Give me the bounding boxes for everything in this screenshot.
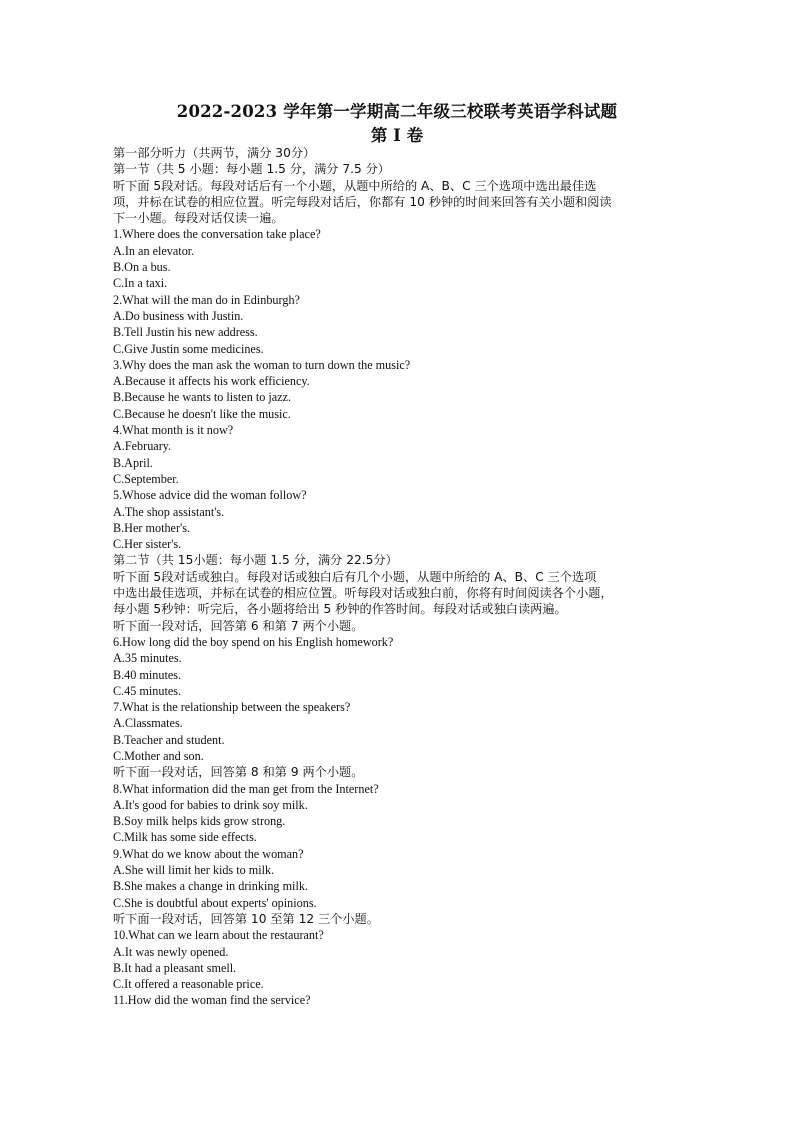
instruction-line: 下一小题。每段对话仅读一遍。 xyxy=(113,211,284,226)
question-line: A.She will limit her kids to milk. xyxy=(113,863,275,878)
question-line: B.Soy milk helps kids grow strong. xyxy=(113,814,286,829)
question-line: 3.Why does the man ask the woman to turn down the music? xyxy=(113,357,411,372)
question-line: C.45 minutes. xyxy=(113,683,182,698)
question-line: C.Give Justin some medicines. xyxy=(113,341,264,356)
question-line: C.It offered a reasonable price. xyxy=(113,977,264,992)
question-line: 7.What is the relationship between the speakers? xyxy=(113,700,351,715)
question-line: B.Tell Justin his new address. xyxy=(113,325,258,340)
question-line: A.35 minutes. xyxy=(113,651,182,666)
question-line: 5.Whose advice did the woman follow? xyxy=(113,488,307,503)
exam-title: 2022-2023 学年第一学期高二年级三校联考英语学科试题 xyxy=(176,102,618,121)
instruction-line: 听下面一段对话，回答第 6 和第 7 两个小题。 xyxy=(113,618,364,633)
question-line: A.It was newly opened. xyxy=(113,944,229,959)
question-line: C.Milk has some side effects. xyxy=(113,830,257,845)
question-line: A.February. xyxy=(113,439,172,454)
instruction-line: 听下面一段对话，回答第 8 和第 9 两个小题。 xyxy=(113,765,364,780)
question-line: B.40 minutes. xyxy=(113,667,182,682)
instruction-line: 每小题 5秒钟：听完后，各小题将给出 5 秒钟的作答时间。每段对话或独白读两遍。 xyxy=(113,602,567,617)
exam-subtitle: 第 I 卷 xyxy=(370,126,424,145)
question-line: 10.What can we learn about the restaurant? xyxy=(113,928,324,943)
question-line: A.The shop assistant's. xyxy=(113,504,225,519)
instruction-line: 第二节（共 15小题：每小题 1.5 分，满分 22.5分） xyxy=(113,553,398,568)
question-line: A.Do business with Justin. xyxy=(113,308,244,323)
instruction-line: 第一部分听力（共两节，满分 30分） xyxy=(113,146,316,160)
instruction-line: 项，并标在试卷的相应位置。听完每段对话后，你都有 10 秒钟的时间来回答有关小题和阅读 xyxy=(113,194,612,209)
instruction-line: 听下面 5段对话。每段对话后有一个小题，从题中所给的 A、B、C 三个选项中选出最佳选 xyxy=(113,178,597,193)
question-line: C.September. xyxy=(113,471,179,486)
question-line: A.It's good for babies to drink soy milk. xyxy=(113,797,308,812)
question-line: 9.What do we know about the woman? xyxy=(113,846,304,861)
instruction-line: 中选出最佳选项，并标在试卷的相应位置。听每段对话或独白前，你将有时间阅读各个小题， xyxy=(113,586,613,601)
question-line: B.She makes a change in drinking milk. xyxy=(113,879,308,894)
question-line: A.Because it affects his work efficiency. xyxy=(113,374,310,389)
question-line: C.Because he doesn't like the music. xyxy=(113,406,291,421)
question-line: 8.What information did the man get from the Internet? xyxy=(113,781,379,796)
question-line: B.On a bus. xyxy=(113,260,171,275)
question-line: 4.What month is it now? xyxy=(113,423,234,438)
question-line: B.Teacher and student. xyxy=(113,732,225,747)
exam-content xyxy=(113,145,688,1009)
question-line: B.Her mother's. xyxy=(113,520,190,535)
question-line: C.In a taxi. xyxy=(113,276,168,291)
question-line: 11.How did the woman find the service? xyxy=(113,993,311,1008)
question-line: C.Mother and son. xyxy=(113,748,204,763)
question-line: 6.How long did the boy spend on his English homework? xyxy=(113,634,394,649)
instruction-line: 第一节（共 5 小题：每小题 1.5 分，满分 7.5 分） xyxy=(113,162,390,177)
question-line: C.Her sister's. xyxy=(113,537,182,552)
instruction-line: 听下面 5段对话或独白。每段对话或独白后有几个小题，从题中所给的 A、B、C 三个选项 xyxy=(113,569,597,584)
question-line: 1.Where does the conversation take place? xyxy=(113,227,321,242)
question-line: A.In an elevator. xyxy=(113,243,195,258)
question-line: B.Because he wants to listen to jazz. xyxy=(113,390,292,405)
question-line: B.It had a pleasant smell. xyxy=(113,960,237,975)
question-line: B.April. xyxy=(113,455,153,470)
question-line: C.She is doubtful about experts' opinions. xyxy=(113,895,317,910)
instruction-line: 听下面一段对话，回答第 10 至第 12 三个小题。 xyxy=(113,911,379,926)
question-line: A.Classmates. xyxy=(113,716,183,731)
question-line: 2.What will the man do in Edinburgh? xyxy=(113,292,300,307)
